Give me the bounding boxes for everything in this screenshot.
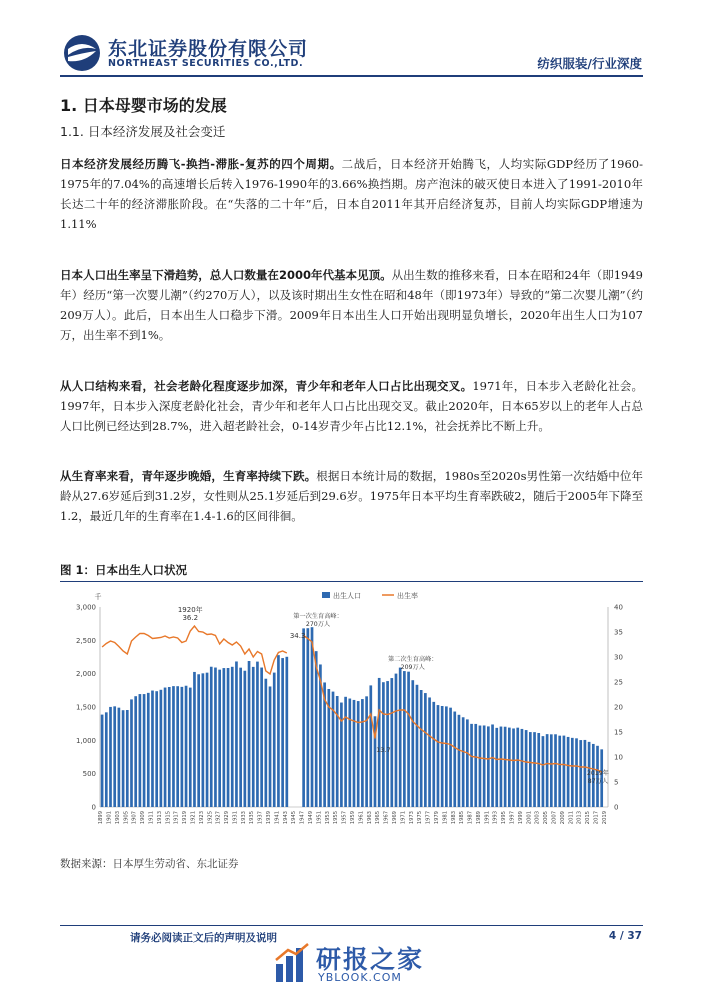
paragraph-lead: 日本经济发展经历腾飞-换挡-滞胀-复苏的四个周期。 — [60, 157, 342, 171]
bar — [306, 628, 309, 807]
x-tick-label: 1923 — [198, 811, 205, 825]
bar — [223, 668, 226, 807]
bar — [533, 732, 536, 807]
x-tick-label: 1915 — [165, 811, 172, 825]
x-tick-label: 2001 — [526, 811, 533, 825]
bar — [487, 726, 490, 807]
bar — [550, 734, 553, 807]
bar — [130, 699, 133, 807]
left-tick-label: 1,500 — [75, 703, 96, 712]
bar — [395, 674, 398, 807]
page-number: 4 / 37 — [608, 930, 642, 942]
bar — [210, 667, 213, 807]
bar — [470, 724, 473, 807]
x-tick-label: 1909 — [140, 811, 147, 825]
bar — [155, 691, 158, 807]
bar — [273, 673, 276, 807]
x-tick-label: 2009 — [559, 811, 566, 825]
bar — [126, 710, 129, 807]
x-tick-label: 1933 — [240, 811, 247, 825]
x-tick-label: 1969 — [391, 811, 398, 825]
left-tick-label: 2,000 — [75, 670, 96, 679]
x-tick-label: 1975 — [417, 811, 424, 825]
x-tick-label: 1995 — [501, 811, 508, 825]
bar — [260, 668, 263, 807]
bar — [197, 674, 200, 807]
bar — [399, 668, 402, 807]
bar — [462, 717, 465, 807]
bar — [160, 690, 163, 807]
right-tick-label: 40 — [614, 603, 623, 612]
chart-annotation: 第一次生育高峰： — [293, 613, 343, 620]
bar — [411, 680, 414, 807]
paragraph-economy — [60, 154, 643, 234]
x-tick-label: 1949 — [308, 811, 315, 825]
x-tick-label: 1941 — [274, 811, 281, 825]
x-tick-label: 1901 — [106, 811, 113, 825]
bar — [248, 661, 251, 807]
x-tick-label: 2017 — [593, 811, 600, 825]
bar — [256, 662, 259, 807]
left-tick-label: 0 — [91, 803, 96, 812]
left-axis-unit: 千 — [94, 593, 102, 601]
bar — [449, 708, 452, 807]
bar — [508, 728, 511, 807]
left-tick-label: 3,000 — [75, 603, 96, 612]
bar — [382, 682, 385, 807]
bar — [281, 658, 284, 807]
x-tick-label: 1979 — [433, 811, 440, 825]
x-tick-label: 1991 — [484, 811, 491, 825]
bar — [185, 686, 188, 807]
bar — [466, 719, 469, 807]
bar — [134, 696, 137, 807]
bar — [437, 705, 440, 807]
bar — [491, 724, 494, 807]
bar — [428, 697, 431, 807]
bar — [285, 657, 288, 807]
paragraph-body: 从出生数的推移来看，日本在昭和24年（即1949年）经历“第一次婴儿潮”（约270万人），以及该时期出生女性在昭和48年（即1973年）导致的“第二次婴儿潮”（约209万人）。此后，日本出生人口稳步下滑。2009年日本出生人口开始出现明显负增长，2020年出生人口为107万，出生率不到1%。 — [60, 268, 643, 342]
x-tick-label: 1971 — [400, 811, 407, 825]
footer-disclaimer: 请务必阅读正文后的声明及说明 — [130, 932, 277, 944]
x-tick-label: 2013 — [576, 811, 583, 825]
bar — [239, 668, 242, 807]
bar — [441, 706, 444, 807]
bar — [458, 715, 461, 807]
paragraph-aging — [60, 376, 643, 436]
bar — [445, 706, 448, 807]
paragraph-lead: 日本人口出生率呈下滑趋势，总人口数量在2000年代基本见顶。 — [60, 268, 392, 282]
bar — [172, 686, 175, 807]
paragraph-lead: 从人口结构来看，社会老龄化程度逐步加深，青少年和老年人口占比出现交叉。 — [60, 379, 473, 393]
x-tick-label: 1929 — [224, 811, 231, 825]
bar — [546, 734, 549, 807]
x-tick-label: 1951 — [316, 811, 323, 825]
x-tick-label: 1911 — [148, 811, 155, 825]
x-tick-label: 1913 — [156, 811, 163, 825]
right-tick-label: 30 — [614, 653, 623, 662]
x-tick-label: 1977 — [425, 811, 432, 825]
x-tick-label: 1947 — [299, 811, 306, 825]
x-tick-label: 1921 — [190, 811, 197, 825]
x-tick-label: 1999 — [517, 811, 524, 825]
bar — [218, 670, 221, 807]
x-tick-label: 2005 — [543, 811, 550, 825]
x-tick-label: 1943 — [282, 811, 289, 825]
bar — [357, 701, 360, 807]
bar — [151, 691, 154, 807]
x-tick-label: 1993 — [492, 811, 499, 825]
bar — [109, 707, 112, 807]
left-tick-label: 500 — [82, 770, 96, 779]
bar — [575, 738, 578, 807]
bar — [424, 693, 427, 807]
x-tick-label: 1939 — [266, 811, 273, 825]
chart-annotation: 1920年 — [177, 606, 203, 614]
bar — [361, 699, 364, 807]
x-tick-label: 1961 — [358, 811, 365, 825]
x-tick-label: 1919 — [182, 811, 189, 825]
x-tick-label: 1997 — [509, 811, 516, 825]
x-tick-label: 1983 — [450, 811, 457, 825]
bar — [584, 740, 587, 807]
bar — [554, 734, 557, 807]
bar — [189, 688, 192, 807]
right-tick-label: 25 — [614, 678, 623, 687]
x-tick-label: 1953 — [324, 811, 331, 825]
x-tick-label: 2015 — [585, 811, 592, 825]
x-tick-label: 2007 — [551, 811, 558, 825]
x-tick-label: 1959 — [350, 811, 356, 825]
bar — [369, 685, 372, 807]
bar — [563, 736, 566, 807]
paragraph-body: 根据日本统计局的数据，1980s至2020s男性第一次结婚中位年龄从27.6岁延后到31.2岁，女性则从25.1岁延后到29.6岁。1975年日本平均生育率跌破2，随后于2005年下降至1.2，最近几年的生育率在1.4-1.6的区间徘徊。 — [60, 469, 644, 523]
chart-annotation: 2019年 — [586, 770, 609, 777]
bar — [206, 673, 209, 807]
chart-annotation: 209万人 — [400, 664, 425, 671]
right-tick-label: 20 — [614, 703, 623, 712]
bar — [227, 668, 230, 807]
bar — [181, 687, 184, 807]
page-header — [0, 0, 702, 86]
bar — [558, 736, 561, 807]
bar — [168, 687, 171, 807]
bar — [416, 685, 419, 807]
bar — [474, 724, 477, 807]
chart-annotation: 13.7 — [376, 746, 391, 754]
bar — [336, 696, 339, 807]
bar — [483, 725, 486, 807]
bar — [348, 699, 351, 807]
chart-annotation: 36.2 — [182, 614, 199, 622]
bar — [512, 728, 515, 807]
footer-divider — [60, 925, 643, 926]
x-tick-label: 1931 — [232, 811, 239, 825]
bar — [579, 740, 582, 807]
x-tick-label: 1955 — [333, 811, 340, 825]
bar — [386, 681, 389, 807]
watermark-text-en: YBLOOK.COM — [318, 971, 402, 984]
right-tick-label: 10 — [614, 753, 623, 762]
bar — [101, 715, 104, 807]
bar — [269, 686, 272, 807]
bar — [122, 710, 125, 807]
bar — [176, 686, 179, 807]
x-tick-label: 1967 — [383, 811, 390, 825]
bar — [315, 651, 318, 807]
legend-label-births: 出生人口 — [333, 592, 361, 600]
figure-divider — [60, 581, 643, 582]
bar — [214, 668, 217, 807]
company-name-cn: 东北证券股份有限公司 — [108, 38, 309, 60]
x-tick-label: 1927 — [215, 811, 222, 825]
bar — [432, 702, 435, 807]
birth-population-chart — [60, 585, 643, 850]
bar — [525, 730, 528, 807]
figure-title: 图 1：日本出生人口状况 — [60, 563, 188, 577]
company-name-en: NORTHEAST SECURITIES CO.,LTD. — [108, 58, 304, 69]
bar — [365, 696, 368, 807]
company-logo-icon — [62, 33, 102, 73]
x-tick-label: 1917 — [173, 811, 180, 825]
bar — [252, 667, 255, 807]
bar — [500, 727, 503, 807]
x-tick-label: 1973 — [408, 811, 415, 825]
bar — [403, 671, 406, 807]
chart-annotation: 34.3 — [289, 632, 306, 640]
x-tick-label: 1903 — [114, 811, 121, 825]
x-tick-label: 1989 — [475, 811, 482, 825]
chart-annotation: 270万人 — [305, 621, 331, 628]
bar — [420, 690, 423, 807]
bar — [571, 738, 574, 807]
x-tick-label: 2003 — [534, 811, 541, 825]
bar — [147, 693, 150, 807]
bar — [453, 712, 456, 807]
x-tick-label: 1963 — [366, 811, 373, 825]
x-tick-label: 1907 — [131, 811, 138, 825]
paragraph-body: 1971年，日本步入老龄化社会。1997年，日本步入深度老龄化社会，青少年和老年人口占比出现交叉。截止2020年，日本65岁以上的老年人占总人口比例已经达到28.7%，进入超老龄社会，0-14岁青少年占比12.1%，社会抚养比不断上升。 — [60, 379, 644, 433]
x-tick-label: 1925 — [207, 811, 214, 825]
x-tick-label: 1965 — [375, 811, 382, 825]
x-tick-label: 1905 — [123, 811, 130, 825]
watermark-text-cn: 研报之家 — [316, 945, 425, 974]
watermark-logo-icon — [274, 942, 310, 984]
x-tick-label: 1985 — [459, 811, 466, 825]
bar — [164, 688, 167, 807]
bar — [479, 726, 482, 807]
bar — [311, 627, 314, 807]
right-tick-label: 15 — [614, 728, 623, 737]
x-tick-label: 1981 — [442, 811, 449, 825]
bar — [231, 667, 234, 807]
bar — [193, 672, 196, 807]
bar — [105, 712, 108, 807]
industry-label: 纺织服装/行业深度 — [537, 56, 642, 71]
bar — [542, 736, 545, 807]
legend-swatch-births — [322, 592, 330, 598]
left-tick-label: 2,500 — [75, 636, 96, 645]
bar — [504, 727, 507, 807]
bar — [340, 703, 343, 807]
legend-label-rate: 出生率 — [397, 592, 418, 600]
chart-annotation: 第二次生育高峰： — [388, 656, 438, 663]
subsection-heading: 1.1. 日本经济发展及社会变迁 — [60, 124, 226, 139]
bar — [118, 708, 121, 807]
figure-source: 数据来源：日本厚生劳动省、东北证券 — [60, 858, 239, 870]
section-heading: 1. 日本母婴市场的发展 — [60, 96, 227, 115]
right-tick-label: 0 — [614, 803, 619, 812]
watermark — [274, 940, 474, 988]
chart-annotation: 87万人 — [587, 778, 609, 785]
x-tick-label: 2019 — [601, 811, 608, 825]
bar — [302, 628, 305, 807]
x-tick-label: 1935 — [249, 811, 256, 825]
paragraph-lead: 从生育率来看，青年逐步晚婚，生育率持续下跌。 — [60, 469, 317, 483]
x-tick-label: 1937 — [257, 811, 264, 825]
bar — [521, 729, 524, 807]
bar — [353, 700, 356, 807]
bar — [277, 655, 280, 807]
bar — [202, 673, 205, 807]
bar — [344, 697, 347, 807]
bar — [495, 728, 498, 807]
bar — [407, 672, 410, 807]
bar — [264, 679, 267, 807]
bar — [390, 678, 393, 807]
x-tick-label: 1945 — [291, 811, 298, 825]
bar — [243, 671, 246, 807]
bar — [529, 732, 532, 807]
paragraph-body: 二战后，日本经济开始腾飞，人均实际GDP经历了1960-1975年的7.04%的高速增长后转入1976-1990年的3.66%换挡期。房产泡沫的破灭使日本进入了1991-2010年长达二十年的经济滞胀阶段。在“失落的二十年”后，日本自2011年其开启经济复苏，目前人均实际GDP增速为1.11% — [60, 157, 643, 231]
paragraph-birthrate — [60, 265, 643, 345]
right-tick-label: 5 — [614, 778, 619, 787]
bar — [378, 678, 381, 807]
x-tick-label: 2011 — [568, 811, 575, 825]
bar — [567, 737, 570, 807]
bar — [143, 694, 146, 807]
bar — [235, 661, 238, 807]
paragraph-fertility — [60, 466, 643, 526]
x-tick-label: 1987 — [467, 811, 474, 825]
bar — [113, 706, 116, 807]
bar — [516, 728, 519, 807]
right-tick-label: 35 — [614, 628, 623, 637]
header-divider — [60, 75, 643, 77]
x-tick-label: 1899 — [98, 811, 105, 825]
left-tick-label: 1,000 — [75, 736, 96, 745]
bar — [139, 694, 142, 807]
x-tick-label: 1957 — [341, 811, 348, 825]
bar — [537, 733, 540, 807]
